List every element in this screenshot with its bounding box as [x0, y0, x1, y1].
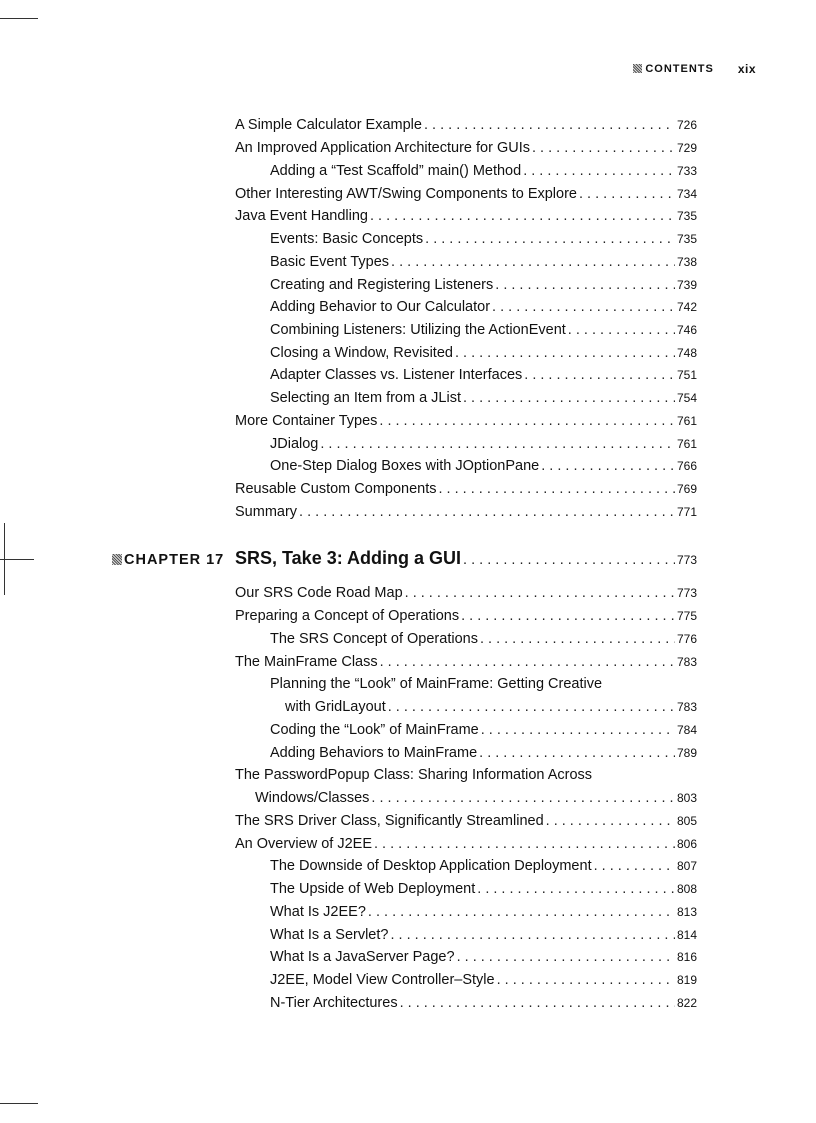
entry-title: More Container Types [235, 413, 378, 429]
entry-page: 754 [676, 391, 697, 405]
chapter-title-entry [235, 548, 697, 574]
entry-page: 775 [676, 609, 697, 623]
entry-page: 729 [676, 141, 697, 155]
dot-leader [370, 208, 675, 224]
toc-entry-line: The PasswordPopup Class: Sharing Information Across [235, 767, 593, 783]
entry-page: 806 [676, 837, 697, 851]
toc-entry [235, 367, 697, 387]
entry-page: 748 [676, 346, 697, 360]
dot-leader [568, 322, 675, 338]
toc-entry [235, 231, 697, 251]
entry-title: Closing a Window, Revisited [270, 345, 453, 361]
shade-icon [112, 554, 122, 565]
entry-title: What Is a JavaServer Page? [270, 949, 455, 965]
entry-page: 816 [676, 950, 697, 964]
toc-entry [235, 995, 697, 1015]
dot-leader [497, 972, 675, 988]
dot-leader [368, 904, 675, 920]
entry-title: N-Tier Architectures [270, 995, 398, 1011]
entry-title: Selecting an Item from a JList [270, 390, 461, 406]
entry-title: Other Interesting AWT/Swing Components to Explore [235, 186, 577, 202]
toc-entry [235, 631, 697, 651]
dot-leader [461, 608, 675, 624]
entry-page: 805 [676, 814, 697, 828]
dot-leader [532, 140, 675, 156]
toc-entry [235, 790, 697, 810]
entry-title: One-Step Dialog Boxes with JOptionPane [270, 458, 540, 474]
entry-page: 739 [676, 278, 697, 292]
dot-leader [320, 436, 675, 452]
entry-page: 761 [676, 437, 697, 451]
toc-entry [235, 299, 697, 319]
entry-title: J2EE, Model View Controller–Style [270, 972, 495, 988]
dot-leader [455, 345, 675, 361]
dot-leader [524, 367, 675, 383]
entry-title: Reusable Custom Components [235, 481, 437, 497]
entry-page: 734 [676, 187, 697, 201]
entry-page: 771 [676, 505, 697, 519]
dot-leader [424, 117, 675, 133]
dot-leader [541, 458, 675, 474]
toc-entry [235, 858, 697, 878]
entry-page: 766 [676, 459, 697, 473]
entry-title: Creating and Registering Listeners [270, 277, 494, 293]
toc-entry [235, 585, 697, 605]
entry-title: Preparing a Concept of Operations [235, 608, 460, 624]
toc-entry [235, 140, 697, 160]
entry-title: What Is a Servlet? [270, 927, 389, 943]
chapter-page: 773 [676, 553, 697, 567]
entry-title: The Downside of Desktop Application Deployment [270, 858, 592, 874]
toc-entry [235, 163, 697, 183]
entry-title: Adapter Classes vs. Listener Interfaces [270, 367, 523, 383]
entry-title: JDialog [270, 436, 319, 452]
entry-title: Adding a “Test Scaffold” main() Method [270, 163, 522, 179]
toc-entry [235, 481, 697, 501]
dot-leader [481, 722, 675, 738]
toc-entry [235, 458, 697, 478]
toc-entry [235, 904, 697, 924]
entry-title: Events: Basic Concepts [270, 231, 424, 247]
dot-leader [463, 552, 675, 568]
entry-title: Summary [235, 504, 298, 520]
entry-title: Combining Listeners: Utilizing the ActionEvent [270, 322, 566, 338]
dot-leader [457, 949, 675, 965]
toc-entry [235, 322, 697, 342]
entry-page: 784 [676, 723, 697, 737]
entry-title: Windows/Classes [255, 790, 370, 806]
toc-entry [235, 277, 697, 297]
dot-leader [463, 390, 675, 406]
entry-page: 733 [676, 164, 697, 178]
entry-page: 822 [676, 996, 697, 1010]
entry-title: Coding the “Look” of MainFrame [270, 722, 479, 738]
toc-entry [235, 186, 697, 206]
toc-entry [235, 745, 697, 765]
dot-leader [523, 163, 675, 179]
chapter-title: SRS, Take 3: Adding a GUI [235, 548, 462, 568]
entry-page: 783 [676, 655, 697, 669]
toc-entry [235, 836, 697, 856]
entry-page: 769 [676, 482, 697, 496]
dot-leader [546, 813, 675, 829]
entry-page: 751 [676, 368, 697, 382]
toc-entry [235, 504, 697, 524]
dot-leader [391, 254, 675, 270]
entry-title: Adding Behaviors to MainFrame [270, 745, 478, 761]
entry-page: 746 [676, 323, 697, 337]
toc-entry [235, 722, 697, 742]
dot-leader [374, 836, 675, 852]
crop-mark-top-left [0, 18, 38, 19]
entry-page: 735 [676, 232, 697, 246]
dot-leader [400, 995, 675, 1011]
entry-page: 819 [676, 973, 697, 987]
entry-title: The MainFrame Class [235, 654, 378, 670]
dot-leader [439, 481, 675, 497]
dot-leader [594, 858, 675, 874]
toc-entry [235, 972, 697, 992]
entry-title: The SRS Driver Class, Significantly Streamlined [235, 813, 544, 829]
entry-page: 803 [676, 791, 697, 805]
entry-page: 807 [676, 859, 697, 873]
toc-entry [235, 390, 697, 410]
dot-leader [371, 790, 675, 806]
entry-page: 789 [676, 746, 697, 760]
entry-page: 783 [676, 700, 697, 714]
dot-leader [379, 413, 675, 429]
entry-title: An Overview of J2EE [235, 836, 372, 852]
entry-title: The SRS Concept of Operations [270, 631, 478, 647]
dot-leader [579, 186, 675, 202]
toc-entry [235, 436, 697, 456]
dot-leader [388, 699, 675, 715]
dot-leader [405, 585, 675, 601]
entry-page: 773 [676, 586, 697, 600]
entry-title: Basic Event Types [270, 254, 390, 270]
crop-mark-left-horizontal [0, 559, 34, 560]
dot-leader [477, 881, 675, 897]
entry-title: What Is J2EE? [270, 904, 366, 920]
toc-entry [235, 813, 697, 833]
toc-entry [235, 117, 697, 137]
entry-title: Java Event Handling [235, 208, 368, 224]
toc-entry [235, 949, 697, 969]
entry-page: 808 [676, 882, 697, 896]
dot-leader [299, 504, 675, 520]
toc-entry-line: Planning the “Look” of MainFrame: Getting Creative [270, 676, 603, 692]
toc-entry [235, 881, 697, 901]
toc-entry [235, 345, 697, 365]
entry-page: 735 [676, 209, 697, 223]
dot-leader [479, 745, 675, 761]
entry-title: The Upside of Web Deployment [270, 881, 476, 897]
entry-page: 742 [676, 300, 697, 314]
entry-page: 738 [676, 255, 697, 269]
toc-entry [235, 413, 697, 433]
header-section: CONTENTS [633, 63, 714, 75]
dot-leader [425, 231, 675, 247]
chapter-label: CHAPTER 17 [112, 552, 224, 568]
entry-page: 814 [676, 928, 697, 942]
dot-leader [480, 631, 675, 647]
dot-leader [495, 277, 675, 293]
entry-page: 776 [676, 632, 697, 646]
entry-title: Our SRS Code Road Map [235, 585, 403, 601]
entry-title: Adding Behavior to Our Calculator [270, 299, 491, 315]
dot-leader [492, 299, 675, 315]
entry-page: 726 [676, 118, 697, 132]
toc-entry [235, 699, 697, 719]
crop-mark-bottom-left [0, 1103, 38, 1104]
entry-title: A Simple Calculator Example [235, 117, 422, 133]
header-page-number: xix [737, 62, 756, 76]
toc-entry [235, 654, 697, 674]
table-of-contents [235, 0, 697, 1123]
dot-leader [390, 927, 675, 943]
dot-leader [380, 654, 675, 670]
entry-page: 761 [676, 414, 697, 428]
toc-entry [235, 927, 697, 947]
toc-entry [235, 254, 697, 274]
entry-title: with GridLayout [285, 699, 386, 715]
toc-entry [235, 208, 697, 228]
toc-entry [235, 608, 697, 628]
entry-title: An Improved Application Architecture for GUIs [235, 140, 530, 156]
entry-page: 813 [676, 905, 697, 919]
